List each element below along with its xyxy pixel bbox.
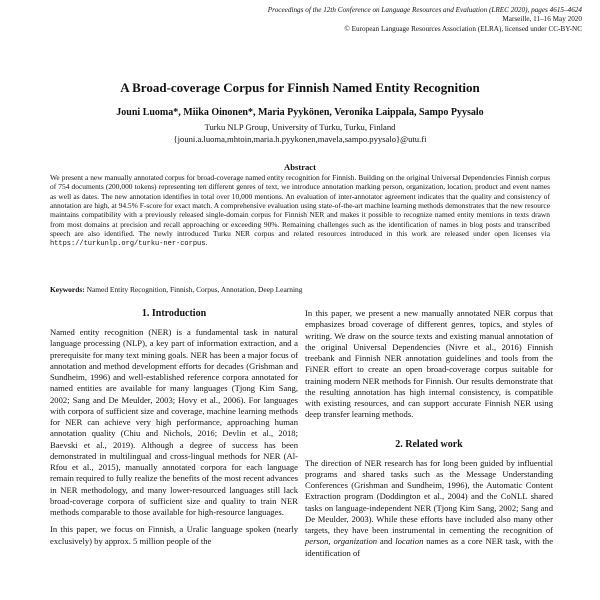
abstract-body — [50, 173, 550, 250]
entity-type-organization: organization — [333, 536, 378, 547]
intro-paragraph-2: In this paper, we focus on Finnish, a Uralic language spoken (nearly exclusively) by approx. 5 million people of the — [50, 524, 298, 546]
intro-paragraph-1: Named entity recognition (NER) is a fundamental task in natural language processing (NLP), a key part of information extraction, and a prerequisite for many text mining goals. NER has been a major focus of annotation and method development efforts for decades (Grishman and Sundheim, 1996) and well-established reference corpora annotated for named entities are available for many languages (Tjong Kim Sang, 2002; Sang and De Meulder, 2003; Hovy et al., 2006). For languages with corpora of sufficient size and coverage, machine learning methods for NER can achieve very high performance, approaching human annotation quality (Chiu and Nichols, 2016; Devlin et al., 2018; Baevski et al., 2019). Although a degree of success has been demonstrated in multilingual and cross-lingual methods for NER (Al-Rfou et al., 2015), manually annotated corpora for each language remain required to fully realize the benefits of the most recent advances in NER methodology, and many lower-resourced languages still lack broad-coverage corpora of sufficient size and quality to train NER methods comparable to those available for high-resource languages. — [50, 327, 298, 517]
related-text-b: names as a core NER task, with the identification of — [305, 536, 554, 558]
related-paragraph-1 — [305, 458, 553, 559]
affiliation — [0, 122, 600, 145]
keywords — [50, 285, 550, 294]
proceedings-header — [222, 6, 582, 34]
abstract-end: . — [205, 238, 208, 248]
proceedings-line: Proceedings of the 12th Conference on Language Resources and Evaluation (LREC 2020), pages 4615–4624 — [267, 6, 582, 14]
related-sep-1: , — [328, 536, 334, 547]
related-sep-2: and — [377, 536, 396, 547]
venue-line: Marseille, 11–16 May 2020 — [502, 15, 582, 24]
abstract-heading: Abstract — [284, 162, 316, 172]
affiliation-institution: Turku NLP Group, University of Turku, Turku, Finland — [204, 122, 396, 132]
author-list: Jouni Luoma*, Miika Oinonen*, Maria Pyykönen, Veronika Laippala, Sampo Pyysalo — [116, 107, 484, 118]
section-heading-related-work: 2. Related work — [395, 438, 463, 450]
paper-title: A Broad-coverage Corpus for Finnish Named Entity Recognition — [120, 80, 480, 95]
corpus-url-link[interactable]: https://turkunlp.org/turku-ner-corpus — [50, 240, 206, 249]
license-line: © European Language Resources Association (ELRA), licensed under CC-BY-NC — [344, 24, 582, 33]
intro-paragraph-3: In this paper, we present a new manually annotated NER corpus that emphasizes broad coverage of different genres, topics, and styles of writing. We draw on the source texts and existing manual annotation of the original Universal Dependencies (Nivre et al., 2016) Finnish treebank and Finnish NER annotation guidelines and tools from the FiNER effort to create an open broad-coverage corpus suitable for training modern NER methods for Finnish. Our results demonstrate that the resulting annotation has high internal consistency, is compatible with existing resources, and can support accurate Finnish NER using deep transfer learning methods. — [305, 308, 553, 420]
affiliation-emails: {jouni.a.luoma,mhtoin,maria.h.pyykonen,mavela,sampo.pyysalo}@utu.fi — [173, 133, 427, 144]
left-column — [50, 308, 298, 547]
section-heading-introduction: 1. Introduction — [141, 308, 207, 319]
keywords-label: Keywords: — [50, 285, 85, 294]
right-column — [305, 308, 553, 559]
entity-type-person: person — [305, 536, 329, 547]
related-text-a: The direction of NER research has for long been guided by influential programs and shared tasks such as the Message Understanding Conferences (Grishman and Sundheim, 1996), the Automatic Content Extraction program (Doddington et al., 2004) and the CoNLL shared tasks on language-independent NER (Tjong Kim Sang, 2002; Sang and De Meulder, 2003). While these efforts have included also many other targets, they have been instrumental in cementing the recognition of — [305, 457, 553, 535]
entity-type-location: location — [395, 536, 424, 547]
abstract-text: We present a new manually annotated corpus for broad-coverage named entity recognition for Finnish. Building on the original Universal Dependencies Finnish corpus of 754 documents (200,000 tokens) representing ten different genres of text, we introduce annotation marking person, organization, location, product and event names as well as dates. The new annotation identifies in total over 10,000 mentions. An evaluation of inter-annotator agreement indicates that the quality and consistency of annotation are high, at 94.5% F-score for exact match. A comprehensive evaluation using state-of-the-art machine learning methods demonstrates that the new resource maintains compatibility with a previously released single-domain corpus for Finnish NER and makes it possible to recognize named entity mentions in texts drawn from most domains at precision and recall approaching or exceeding 90%. Remaining challenges such as the identification of names in blog posts and transcribed speech are also identified. The newly introduced Turku NER corpus and related resources introduced in this work are released under open licenses via — [50, 173, 550, 239]
keywords-text: Named Entity Recognition, Finnish, Corpus, Annotation, Deep Learning — [86, 285, 303, 294]
